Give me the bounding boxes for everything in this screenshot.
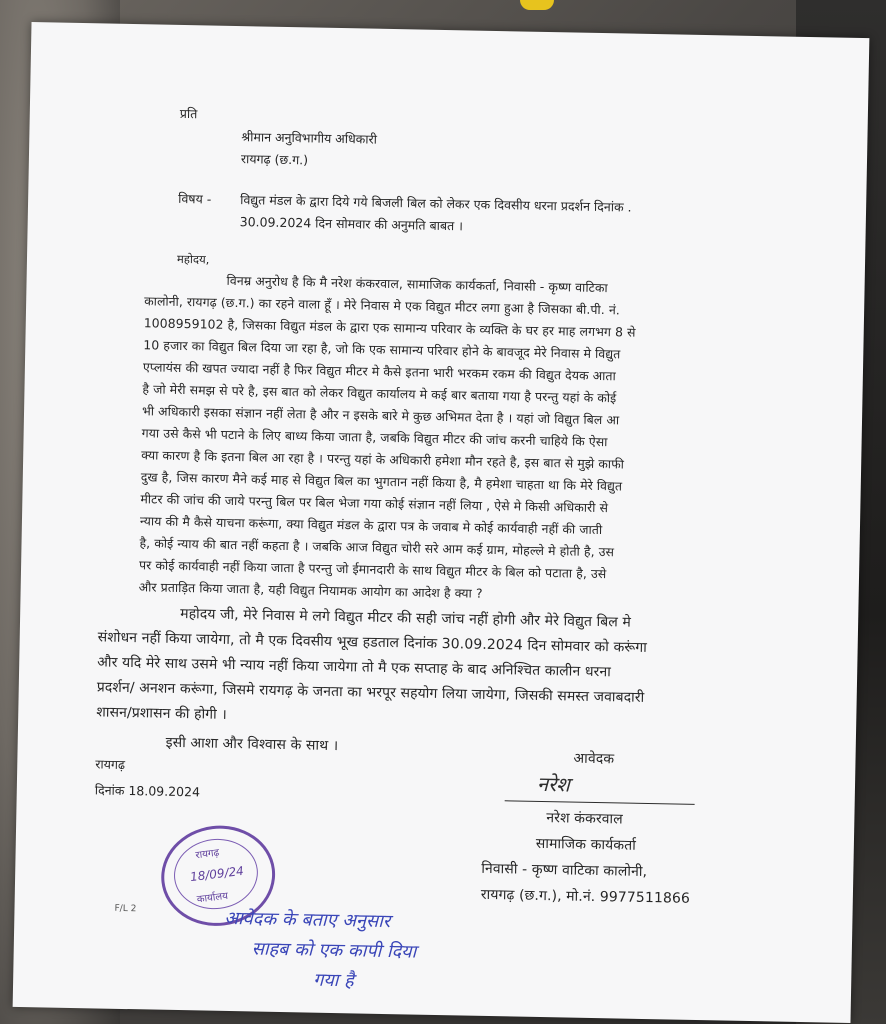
paragraph-line: और यदि मेरे साथ उसमे भी न्याय नहीं किया जायेगा तो मै एक सप्ताह के बाद अनिश्चित कालीन धरना	[97, 654, 612, 681]
applicant-address-2: रायगढ़ (छ.ग.), मो.नं. 9977511866	[480, 886, 691, 907]
paragraph-line: दुख है, जिस कारण मैने कई माह से विद्युत बिल का भुगतान नहीं किया है, मै हमेशा चाहता था कि मेरे विद्युत	[140, 469, 623, 494]
handwritten-note-line: गया है	[312, 969, 354, 992]
paragraph-line: और प्रताड़ित किया जाता है, यही विद्युत नियामक आयोग का आदेश है क्या ?	[138, 579, 483, 601]
paragraph-line: संशोधन नहीं किया जायेगा, तो मै एक दिवसीय भूख हडताल दिनांक 30.09.2024 दिन सोमवार को करूंगा	[97, 629, 648, 656]
paragraph-line: प्रदर्शन/ अनशन करूंगा, जिसमे रायगढ़ के जनता का भरपूर सहयोग लिया जायेगा, जिसकी समस्त जवाबदारी	[96, 679, 645, 706]
paragraph-line: क्या कारण है कि इतना बिल आ रहा है । परन्तु यहां के अधिकारी हमेशा मौन रहते है, इस बात से मुझे काफी	[141, 447, 625, 472]
paragraph-line: कालोनी, रायगढ़ (छ.ग.) का रहने वाला हूँ । मेरे निवास मे एक विद्युत मीटर लगा हुआ है जिसका बी.पी. नं.	[144, 293, 621, 318]
applicant-address-1: निवासी - कृष्ण वाटिका कालोनी,	[481, 860, 648, 881]
applicant-role: सामाजिक कार्यकर्ता	[535, 835, 637, 854]
letter-date: दिनांक 18.09.2024	[94, 782, 201, 800]
paragraph-line: 10 हजार का विद्युत बिल दिया जा रहा है, जो कि एक सामान्य परिवार होने के बावजूद मेरे निवास मे विद्युत	[143, 337, 621, 362]
paragraph-line: गया उसे कैसे भी पटाने के लिए बाध्य किया जाता है, जबकि विद्युत मीटर की जांच करनी चाहिये कि ऐसा	[141, 425, 608, 450]
paragraph-line: मीटर की जांच की जाये परन्तु बिल पर बिल भेजा गया कोई संज्ञान नहीं लिया , ऐसे मे किसी अधिकारी से	[140, 491, 609, 516]
subject-label: विषय -	[178, 190, 212, 207]
signature-line	[505, 800, 695, 805]
subject-line-1: विद्युत मंडल के द्वारा दिये गये बिजली बिल को लेकर एक दिवसीय धरना प्रदर्शन दिनांक .	[240, 192, 632, 215]
paragraph-line: भी अधिकारी इसका संज्ञान नहीं लेता है और न इसके बारे मे कुछ अभिमत देता है । यहां जो विद्युत बिल आ	[141, 403, 620, 428]
subject-line-2: 30.09.2024 दिन सोमवार की अनुमति बाबत ।	[239, 214, 464, 234]
applicant-name: नरेश कंकरवाल	[546, 810, 623, 828]
paragraph-line: न्याय की मै कैसे याचना करूंगा, क्या विद्युत मंडल के द्वारा पत्र के जवाब मे कोई कार्यवाही नहीं की जाती	[139, 513, 603, 538]
place: रायगढ़	[95, 756, 126, 772]
paragraph-line: 1008959102 है, जिसका विद्युत मंडल के द्वारा एक सामान्य परिवार के व्यक्ति के घर हर माह लगभग 8 से	[143, 315, 636, 340]
to-label: प्रति	[179, 105, 198, 122]
recipient-place: रायगढ़ (छ.ग.)	[240, 151, 309, 168]
paragraph-line: विनम्र अनुरोध है कि मै नरेश कंकरवाल, सामाजिक कार्यकर्ता, निवासी - कृष्ण वाटिका	[226, 272, 608, 296]
stamp-text: रायगढ़	[194, 847, 220, 862]
closing-line: इसी आशा और विश्वास के साथ ।	[165, 734, 339, 755]
letter-page	[13, 22, 870, 1023]
applicant-signature: नरेश	[536, 771, 571, 797]
stamp-text: कार्यालय	[196, 890, 229, 906]
paragraph-line: पर कोई कार्यवाही नहीं किया जाता है परन्तु जो ईमानदारी के साथ विद्युत मीटर के बिल को पटाता है, उसे	[138, 557, 607, 582]
background-object	[520, 0, 554, 10]
recipient-title: श्रीमान अनुविभागीय अधिकारी	[241, 129, 378, 147]
stamp-text: 18/09/24	[189, 863, 245, 885]
paragraph-line: है जो मेरी समझ से परे है, इस बात को लेकर विद्युत कार्यालय मे कई बार बताया गया है परन्तु यहां के कोई	[142, 381, 617, 406]
handwritten-note-line: आवेदक के बताए अनुसार	[224, 907, 391, 933]
footer-code: F/L 2	[114, 903, 137, 915]
paragraph-line: है, कोई न्याय की बात नहीं कहता है । जबकि आज विद्युत चोरी सरे आम कई ग्राम, मोहल्ले मे होती है, उस	[139, 535, 615, 560]
applicant-label: आवेदक	[573, 750, 615, 768]
salutation: महोदय,	[176, 251, 210, 267]
paragraph-line: एप्लायंस की खपत ज्यादा नहीं है फिर विद्युत मीटर मे कैसे इतना भारी भरकम रकम की विद्युत देयक आता	[142, 359, 617, 384]
handwritten-note-line: साहब को एक कापी दिया	[251, 938, 417, 963]
paragraph-line: शासन/प्रशासन की होगी ।	[96, 704, 227, 723]
paragraph-line: महोदय जी, मेरे निवास मे लगे विद्युत मीटर की सही जांच नहीं होगी और मेरे विद्युत बिल मे	[180, 606, 632, 631]
